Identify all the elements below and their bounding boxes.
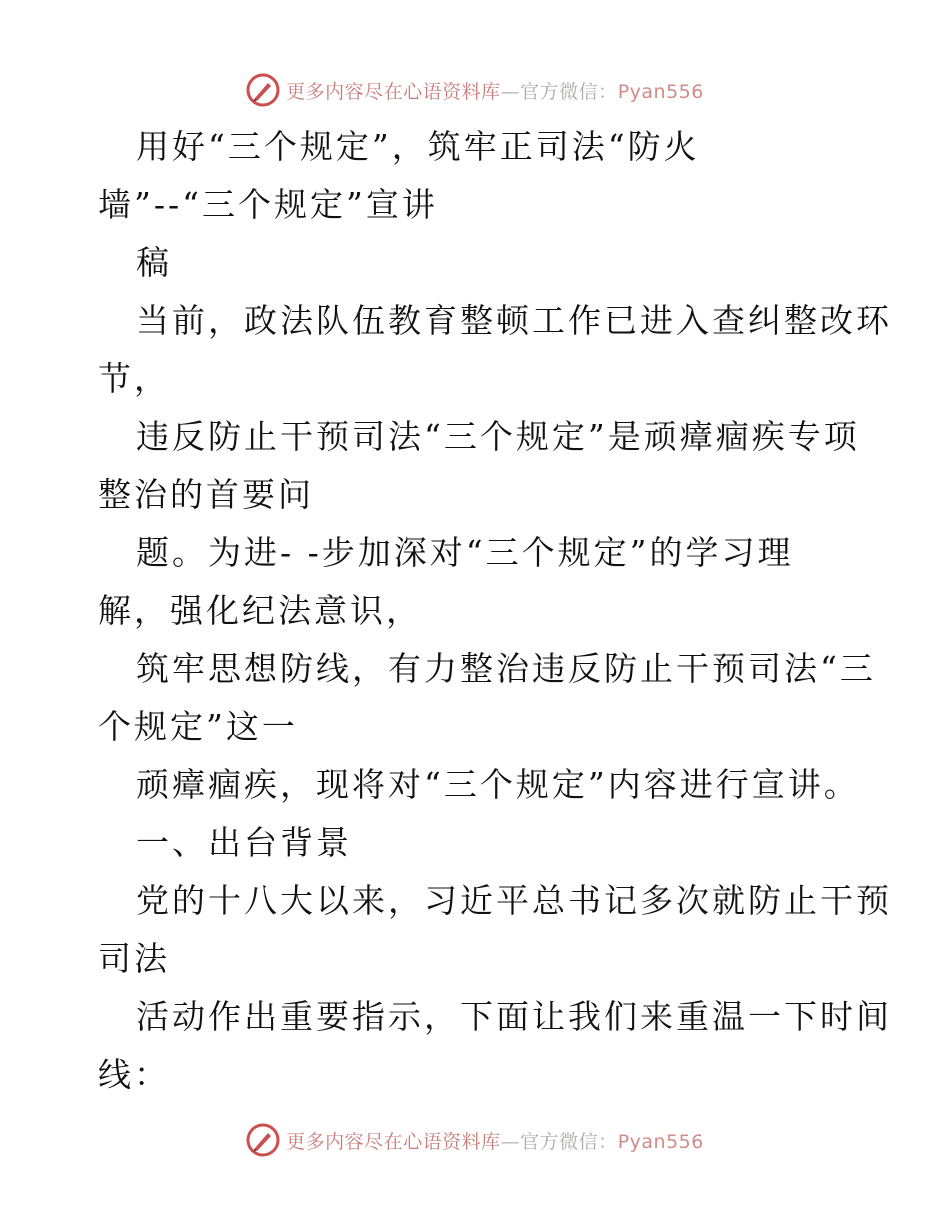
paragraph-line: 党的十八大以来，习近平总书记多次就防止干预 [136,881,892,920]
title-line-2: 墙”--“三个规定”宣讲 [98,185,438,224]
paragraph-line: 筑牢思想防线，有力整治违反防止干预司法“三 [136,649,876,688]
section-heading: 一、出台背景 [136,823,352,862]
document-body [98,118,892,1104]
title-line-1: 用好“三个规定”，筑牢正司法“防火 [136,127,700,166]
paragraph-line: 线： [98,1055,170,1094]
watermark-dash: — [500,80,521,103]
watermark-main: 更多内容尽在心语资料库 [286,80,501,103]
paragraph-line: 违反防止干预司法“三个规定”是顽瘴痼疾专项 [136,417,860,456]
paragraph-line: 整治的首要问 [98,475,314,514]
paragraph-line: 当前，政法队伍教育整顿工作已进入查纠整改环 [136,301,892,340]
watermark-main: 更多内容尽在心语资料库 [286,1130,501,1153]
paragraph-line: 节， [98,359,170,398]
pen-logo-icon [246,73,280,107]
watermark-header [0,70,950,110]
watermark-label: 官方微信： [520,1130,618,1153]
paragraph-line: 顽瘴痼疾，现将对“三个规定”内容进行宣讲。 [136,765,860,804]
paragraph-line: 司法 [98,939,170,978]
watermark-handle: Pyan556 [617,1130,704,1153]
watermark-dash: — [500,1130,521,1153]
watermark-text [286,1127,704,1154]
watermark-footer [0,1120,950,1160]
watermark-label: 官方微信： [520,80,618,103]
watermark-text [286,77,704,104]
title-line-3: 稿 [136,243,172,282]
watermark-handle: Pyan556 [617,80,704,103]
paragraph-line: 活动作出重要指示，下面让我们来重温一下时间 [136,997,892,1036]
paragraph-line: 个规定”这一 [98,707,298,746]
paragraph-line: 题。为进- -步加深对“三个规定”的学习理 [136,533,794,572]
pen-logo-icon [246,1123,280,1157]
paragraph-line: 解，强化纪法意识， [98,591,422,630]
